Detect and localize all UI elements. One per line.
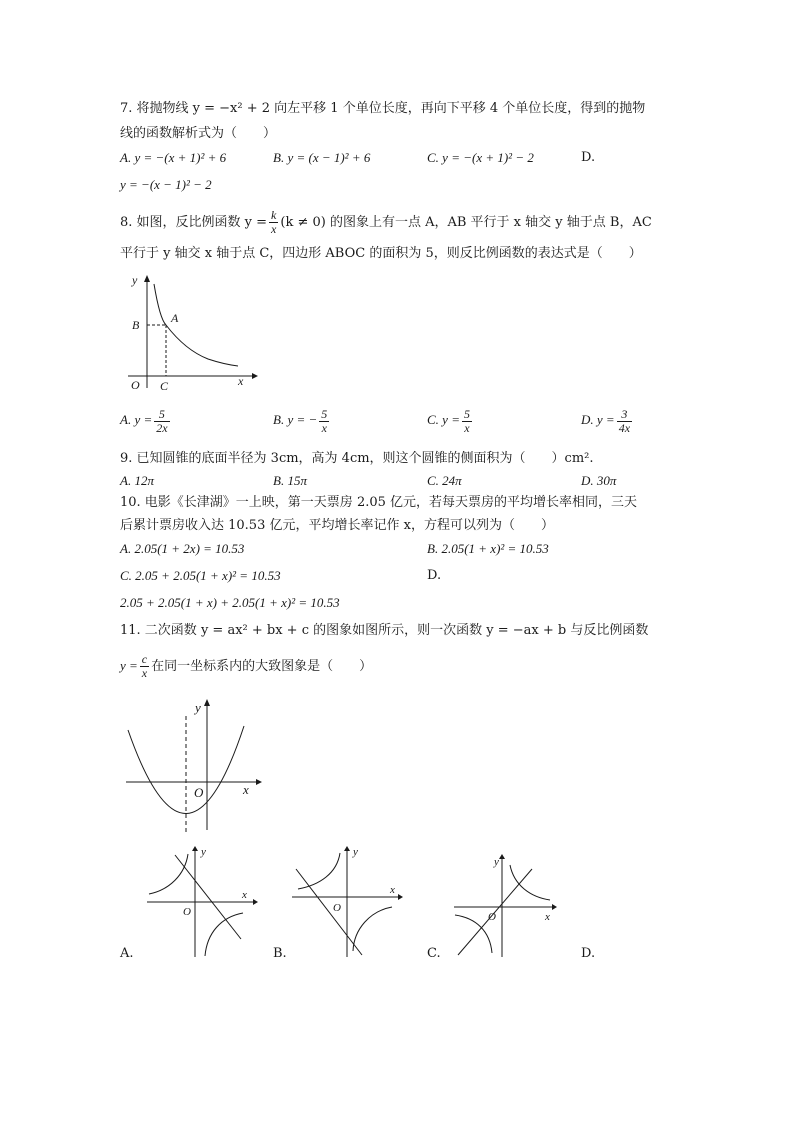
svg-text:O: O (488, 911, 496, 923)
q8-option-c-den: x (464, 420, 470, 435)
svg-text:x: x (390, 884, 395, 896)
q11-option-b-graph (290, 845, 405, 960)
q8-stem-post: (k ≠ 0) 的图象上有一点 A，AB 平行于 x 轴交 y 轴于点 B，AC (280, 215, 652, 230)
q10-option-c: C. 2.05 + 2.05(1 + x)² = 10.53 (120, 568, 281, 583)
q10-option-d-expr: 2.05 + 2.05(1 + x) + 2.05(1 + x)² = 10.53 (120, 595, 340, 610)
q11-y-arrow (204, 699, 210, 706)
q11-parabola-figure (120, 694, 270, 834)
q7-option-d-expr: y = −(x − 1)² − 2 (120, 177, 212, 192)
q8-option-c-label: C. y = (427, 412, 460, 427)
q11-option-a: A. (120, 946, 134, 961)
q11-label-o: O (194, 785, 204, 800)
q9-option-d: D. 30π (581, 473, 617, 488)
q11-stem-frac-num: c (141, 652, 148, 666)
q11-stem-pre: y = (120, 658, 138, 673)
q7-option-c: C. y = −(x + 1)² − 2 (427, 150, 534, 165)
q11-a-line (175, 855, 241, 939)
q11-option-a-graph (145, 845, 260, 960)
q7-option-b: B. y = (x − 1)² + 6 (273, 150, 371, 165)
q8-option-b-fraction (319, 408, 329, 435)
q11-x-arrow (256, 779, 262, 785)
q11-c-hyperbola-upper-right (510, 865, 550, 900)
q8-stem-line1 (120, 208, 652, 238)
q8-x-arrow (252, 373, 258, 379)
q11-label-y: y (195, 700, 201, 715)
q8-option-c-num: 5 (463, 406, 470, 421)
q8-option-d-num: 3 (617, 408, 632, 422)
q8-option-d-fraction (617, 408, 632, 435)
q8-label-a: A (171, 311, 179, 325)
q8-option-a-num: 5 (154, 408, 169, 422)
q11-b-line (296, 869, 362, 955)
q11-stem-post: 在同一坐标系内的大致图象是（ ） (151, 659, 373, 674)
q10-option-a: A. 2.05(1 + 2x) = 10.53 (120, 541, 245, 556)
q8-stem-line2: 平行于 y 轴交 x 轴于点 C，四边形 ABOC 的面积为 5，则反比例函数的表达式是（ ） (120, 246, 642, 261)
q11-option-b: B. (273, 946, 287, 961)
q8-figure (120, 268, 260, 394)
q8-y-arrow (144, 275, 150, 282)
q8-option-c (427, 402, 474, 438)
q10-stem-line1: 10. 电影《长津湖》一上映，第一天票房 2.05 亿元，若每天票房的平均增长率相同，三天 (120, 495, 638, 510)
q11-option-d: D. (581, 946, 596, 961)
q11-stem-frac-den: x (141, 666, 148, 680)
q11-stem-fraction (140, 653, 149, 680)
svg-text:O: O (183, 906, 191, 918)
q8-option-c-fraction (462, 408, 472, 435)
q8-label-y: y (132, 273, 138, 287)
q8-stem-fraction (269, 209, 278, 236)
q8-label-c: C (160, 379, 169, 393)
q8-option-b-num: 5 (321, 406, 328, 421)
q8-option-d-label: D. y = (581, 412, 615, 427)
q7-option-a: A. y = −(x + 1)² + 6 (120, 150, 227, 165)
svg-text:x: x (242, 889, 247, 901)
svg-text:y: y (494, 856, 499, 868)
q8-stem-frac-den: x (271, 222, 277, 236)
q9-option-c: C. 24π (427, 473, 462, 488)
q8-stem-frac-num: k (271, 208, 277, 222)
q8-option-b (273, 402, 331, 438)
q9-stem: 9. 已知圆锥的底面半径为 3cm，高为 4cm，则这个圆锥的侧面积为（ ）cm². (120, 451, 594, 466)
q11-stem-line1: 11. 二次函数 y = ax² + bx + c 的图象如图所示，则一次函数 y = −ax + b 与反比例函数 (120, 623, 649, 638)
q11-stem-line2 (120, 650, 372, 683)
q8-option-a-label: A. y = (120, 412, 153, 427)
q11-b-hyperbola-upper-left (298, 853, 340, 889)
q9-option-a: A. 12π (120, 473, 154, 488)
q11-c-hyperbola-lower-left (455, 915, 492, 953)
q8-option-a-fraction (154, 408, 169, 435)
q11-label-x: x (243, 782, 249, 797)
q11-option-c-graph (452, 845, 567, 960)
q11-b-hyperbola-lower-right (353, 907, 392, 951)
q8-option-b-den: x (321, 420, 327, 435)
q8-option-a (120, 402, 172, 438)
q8-label-b: B (132, 318, 140, 332)
q8-label-o: O (131, 378, 140, 392)
q8-option-a-den: 2x (156, 420, 168, 435)
q8-hyperbola (154, 284, 238, 366)
q10-option-b: B. 2.05(1 + x)² = 10.53 (427, 541, 549, 556)
q8-option-d-den: 4x (618, 420, 631, 435)
q7-stem-line2: 线的函数解析式为（ ） (120, 126, 277, 141)
svg-text:O: O (333, 902, 341, 914)
q8-option-b-label: B. y = − (273, 412, 318, 427)
q9-option-b: B. 15π (273, 473, 307, 488)
svg-text:y: y (353, 846, 358, 858)
q7-option-d-label: D. (581, 150, 596, 165)
svg-text:y: y (201, 846, 206, 858)
q8-stem-pre: 8. 如图，反比例函数 y = (120, 215, 268, 230)
q8-label-x: x (238, 374, 244, 388)
q10-option-d-label: D. (427, 568, 442, 583)
svg-text:x: x (545, 911, 550, 923)
q7-stem-line1: 7. 将抛物线 y = −x² + 2 向左平移 1 个单位长度，再向下平移 4 个单位长度，得到的抛物 (120, 101, 646, 116)
q11-a-hyperbola-upper-left (149, 854, 188, 894)
q8-option-d (581, 402, 634, 438)
q11-option-c: C. (427, 946, 441, 961)
q10-stem-line2: 后累计票房收入达 10.53 亿元，平均增长率记作 x，方程可以列为（ ） (120, 518, 554, 533)
